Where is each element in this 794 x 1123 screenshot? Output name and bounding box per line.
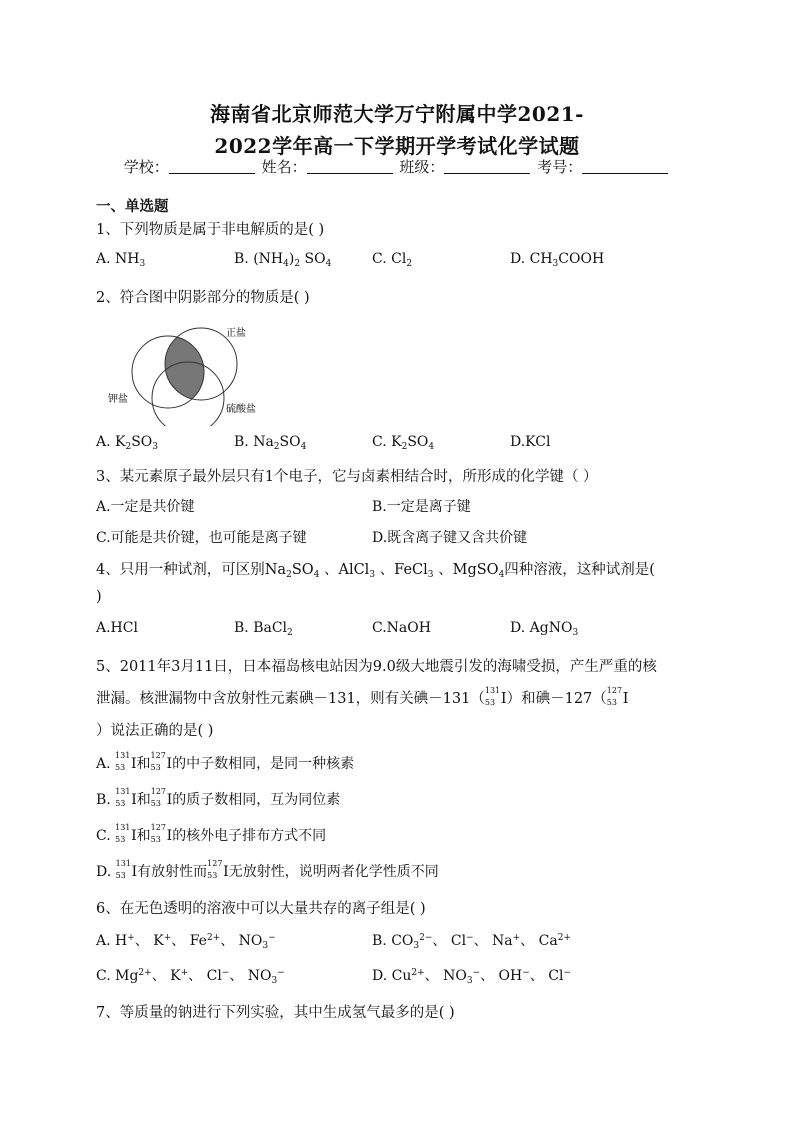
q4-option-a: A.HCl xyxy=(96,620,138,636)
q1-option-a: A. $NH_3$ xyxy=(96,251,146,269)
q5-option-a: A. 131 53 I和 127 53 I的中子数相同，是同一种核素 xyxy=(96,751,355,772)
venn-label-sulfate: 硫酸盐 xyxy=(226,404,256,415)
q7-stem: 7、等质量的钠进行下列实验，其中生成氢气最多的是( ) xyxy=(96,1005,455,1021)
student-info-row xyxy=(0,156,794,177)
q2-option-b: B. $Na_2SO_4$ xyxy=(234,434,307,452)
q3-option-a: A.一定是共价键 xyxy=(96,499,195,515)
q3-option-b: B.一定是离子键 xyxy=(372,499,471,515)
q4-stem: 4、只用一种试剂，可区别$Na_2SO_4$ 、AlCl$_3$ 、FeCl$_3$ 、MgSO$_4$四种溶液，这种试剂是( xyxy=(96,562,655,580)
q6-option-d: D. $Cu^{2+}$、 $NO_3^-$、 OH−、 Cl− xyxy=(372,968,571,986)
q6-option-a: A. H+、 K+、 $Fe^{2+}$、 $NO_3^-$ xyxy=(96,933,276,951)
title-line-1: 海南省北京师范大学万宁附属中学2021- xyxy=(210,102,584,126)
q5-option-d: D. 131 53 I有放射性而 127 53 I无放射性，说明两者化学性质不同 xyxy=(96,859,439,880)
q5-stem-line3: ）说法正确的是( ) xyxy=(96,723,214,739)
q1-option-d: D. $CH_3COOH$ xyxy=(510,251,605,269)
venn-label-potassium-salt: 钾盐 xyxy=(108,394,128,405)
class-blank[interactable] xyxy=(444,159,530,174)
title-line-2: 2022学年高一下学期开学考试化学试题 xyxy=(214,134,580,158)
q2-option-c: C. $K_2SO_4$ xyxy=(372,434,435,452)
q6-option-b: B. $CO_3^{2-}$、 Cl−、 Na+、 $Ca^{2+}$ xyxy=(372,933,571,951)
number-blank[interactable] xyxy=(582,159,668,174)
school-blank[interactable] xyxy=(169,159,255,174)
q1-option-c: C. $Cl_2$ xyxy=(372,251,413,269)
q6-option-c: C. $Mg^{2+}$、 K+、 Cl−、 $NO_3^-$ xyxy=(96,968,285,986)
school-label: 学校： xyxy=(123,158,169,176)
q4-option-d: D. AgNO$_3$ xyxy=(510,620,579,638)
q3-option-c: C.可能是共价键，也可能是离子键 xyxy=(96,530,307,546)
q1-option-b: B. $(NH_4)_2$ $SO_4$ xyxy=(234,251,332,269)
section-title: 一、单选题 xyxy=(96,198,169,215)
q1-stem: 1、下列物质是属于非电解质的是( ) xyxy=(96,222,325,238)
q4-stem-line2: ) xyxy=(96,589,102,605)
q2-stem: 2、符合图中阴影部分的物质是( ) xyxy=(96,290,310,306)
q4-option-b: B. BaCl$_2$ xyxy=(234,620,293,638)
name-blank[interactable] xyxy=(307,159,393,174)
q5-option-c: C. 131 53 I和 127 53 I的核外电子排布方式不同 xyxy=(96,823,327,844)
q2-option-a: A. $K_2SO_3$ xyxy=(96,434,159,452)
q3-option-d: D.既含离子键又含共价键 xyxy=(372,530,528,546)
q5-stem-line1: 5、2011年3月11日，日本福岛核电站因为9.0级大地震引发的海啸受损，产生严重的核 xyxy=(96,659,657,675)
venn-label-normal-salt: 正盐 xyxy=(226,328,246,339)
name-label: 姓名： xyxy=(261,158,307,176)
venn-diagram xyxy=(96,316,276,426)
class-label: 班级： xyxy=(399,158,445,176)
q5-option-b: B. 131 53 I和 127 53 I的质子数相同，互为同位素 xyxy=(96,787,341,808)
number-label: 考号： xyxy=(537,158,583,176)
q5-stem-line2: 泄漏。核泄漏物中含放射性元素碘－131，则有关碘－131（ 131 53 I）和碘－127（ 127 53 I xyxy=(96,686,629,707)
q2-option-d: D.KCl xyxy=(510,434,551,450)
q6-stem: 6、在无色透明的溶液中可以大量共存的离子组是( ) xyxy=(96,901,426,917)
q3-stem: 3、某元素原子最外层只有1个电子，它与卤素相结合时，所形成的化学键（ ） xyxy=(96,469,598,485)
q4-option-c: C.NaOH xyxy=(372,620,431,636)
